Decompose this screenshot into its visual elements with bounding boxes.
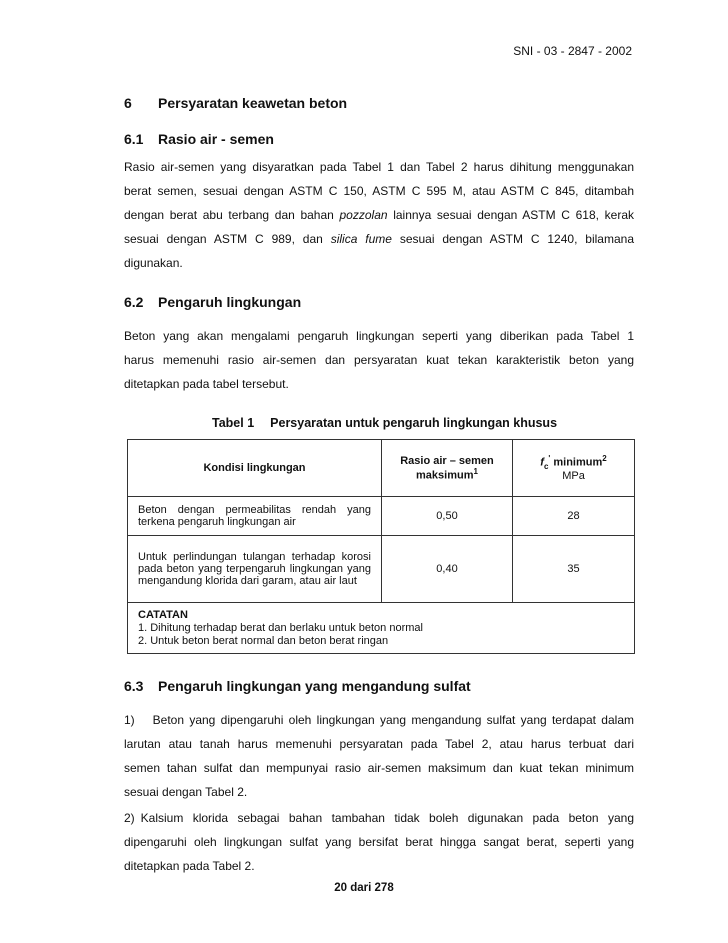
section-6-2-paragraph	[124, 324, 634, 396]
header-text: Rasio air – semen	[400, 454, 494, 467]
note-item: 2. Untuk beton berat normal dan beton berat ringan	[138, 634, 389, 647]
section-6-3-paragraph-2	[124, 806, 634, 878]
condition-cell: Beton dengan permeabilitas rendah yang terkena pengaruh lingkungan air	[128, 497, 382, 536]
document-code: SNI - 03 - 2847 - 2002	[513, 44, 632, 58]
section-number: 6.1	[124, 131, 144, 147]
section-title: Rasio air - semen	[158, 131, 274, 147]
table-title: Persyaratan untuk pengaruh lingkungan khusus	[270, 416, 558, 430]
paragraph-line: sesuai dengan Tabel 2.	[124, 785, 248, 799]
paragraph-line: semen tahan sulfat dan mempunyai rasio air-semen maksimum dan kuat tekan minimum	[124, 761, 634, 775]
environment-requirements-table	[127, 439, 635, 654]
section-6-heading	[124, 95, 347, 111]
note-item: 1. Dihitung terhadap berat dan berlaku untuk beton normal	[138, 621, 423, 634]
paragraph-line: dipengaruhi oleh lingkungan sulfat yang bersifat berat hingga sangat berat, seperti yang	[124, 835, 634, 849]
section-number: 6.2	[124, 294, 144, 310]
col-header-ratio	[382, 440, 513, 497]
header-text: maksimum	[416, 469, 474, 482]
fc-cell: 28	[513, 497, 635, 536]
section-6-1-paragraph	[124, 155, 634, 275]
header-text: minimum	[550, 456, 603, 469]
fc-prime: '	[548, 453, 551, 463]
paragraph-line	[124, 806, 634, 830]
col-header-condition: Kondisi lingkungan	[128, 440, 382, 497]
paragraph-line: Rasio air-semen yang disyaratkan pada Tabel 1 dan Tabel 2 harus dihitung menggunakan	[124, 160, 634, 174]
line-text: Beton yang dipengaruhi oleh lingkungan yang mengandung sulfat yang terdapat dalam	[152, 713, 634, 727]
pozzolan-term: pozzolan	[339, 208, 388, 222]
table-row	[128, 536, 635, 603]
list-marker: 1)	[124, 713, 135, 727]
paragraph-line: berat semen, sesuai dengan ASTM C 150, ASTM C 595 M, atau ASTM C 845, ditambah	[124, 184, 634, 198]
paragraph-line	[124, 227, 634, 251]
table-row	[128, 497, 635, 536]
notes-title: CATATAN	[138, 608, 188, 621]
line-text: dengan berat abu terbang dan bahan	[124, 208, 340, 222]
footnote-ref: 2	[602, 453, 607, 463]
col-header-fc	[513, 440, 635, 497]
list-marker: 2)	[124, 811, 135, 825]
line-text: lainnya sesuai dengan ASTM C 618, kerak	[387, 208, 634, 222]
paragraph-line	[124, 203, 634, 227]
section-title: Persyaratan keawetan beton	[158, 95, 348, 111]
fc-symbol: f	[540, 456, 544, 469]
section-number: 6.3	[124, 678, 144, 694]
page-number: 20 dari 278	[334, 882, 394, 894]
paragraph-line: larutan atau tanah harus memenuhi persyaratan pada Tabel 2, atau harus terbuat dari	[124, 737, 634, 751]
section-title: Pengaruh lingkungan yang mengandung sulfat	[158, 678, 471, 694]
section-title: Pengaruh lingkungan	[158, 294, 302, 310]
paragraph-line: harus memenuhi rasio air-semen dan persyaratan kuat tekan karakteristik beton yang	[124, 353, 634, 367]
paragraph-line	[124, 708, 634, 732]
unit-label: MPa	[562, 470, 585, 483]
line-text: Kalsium klorida sebagai bahan tambahan tidak boleh digunakan pada beton yang	[140, 811, 634, 825]
section-6-3-paragraph-1	[124, 708, 634, 804]
section-6-3-heading	[124, 678, 471, 694]
section-number: 6	[124, 95, 132, 111]
paragraph-line: Beton yang akan mengalami pengaruh lingkungan seperti yang diberikan pada Tabel 1	[124, 329, 634, 343]
silica-fume-term: silica fume	[330, 232, 392, 246]
section-6-2-heading	[124, 294, 301, 310]
line-text: sesuai dengan ASTM C 1240, bilamana	[391, 232, 634, 246]
ratio-cell: 0,50	[382, 497, 513, 536]
table-header-row	[128, 440, 635, 497]
notes-cell	[128, 603, 635, 654]
notes-row	[128, 603, 635, 654]
line-text: sesuai dengan ASTM C 989, dan	[124, 232, 331, 246]
fc-subscript: c	[543, 461, 549, 471]
footnote-ref: 1	[473, 466, 478, 476]
section-6-1-heading	[124, 131, 274, 147]
fc-cell: 35	[513, 536, 635, 603]
condition-cell: Untuk perlindungan tulangan terhadap korosi pada beton yang terpengaruh lingkungan yang mengandung klorida dari garam, atau air laut	[128, 536, 382, 603]
paragraph-line: digunakan.	[124, 256, 183, 270]
table-caption	[212, 416, 557, 430]
table-label: Tabel 1	[212, 416, 255, 430]
ratio-cell: 0,40	[382, 536, 513, 603]
paragraph-line: ditetapkan pada Tabel 2.	[124, 859, 255, 873]
paragraph-line: ditetapkan pada tabel tersebut.	[124, 377, 289, 391]
